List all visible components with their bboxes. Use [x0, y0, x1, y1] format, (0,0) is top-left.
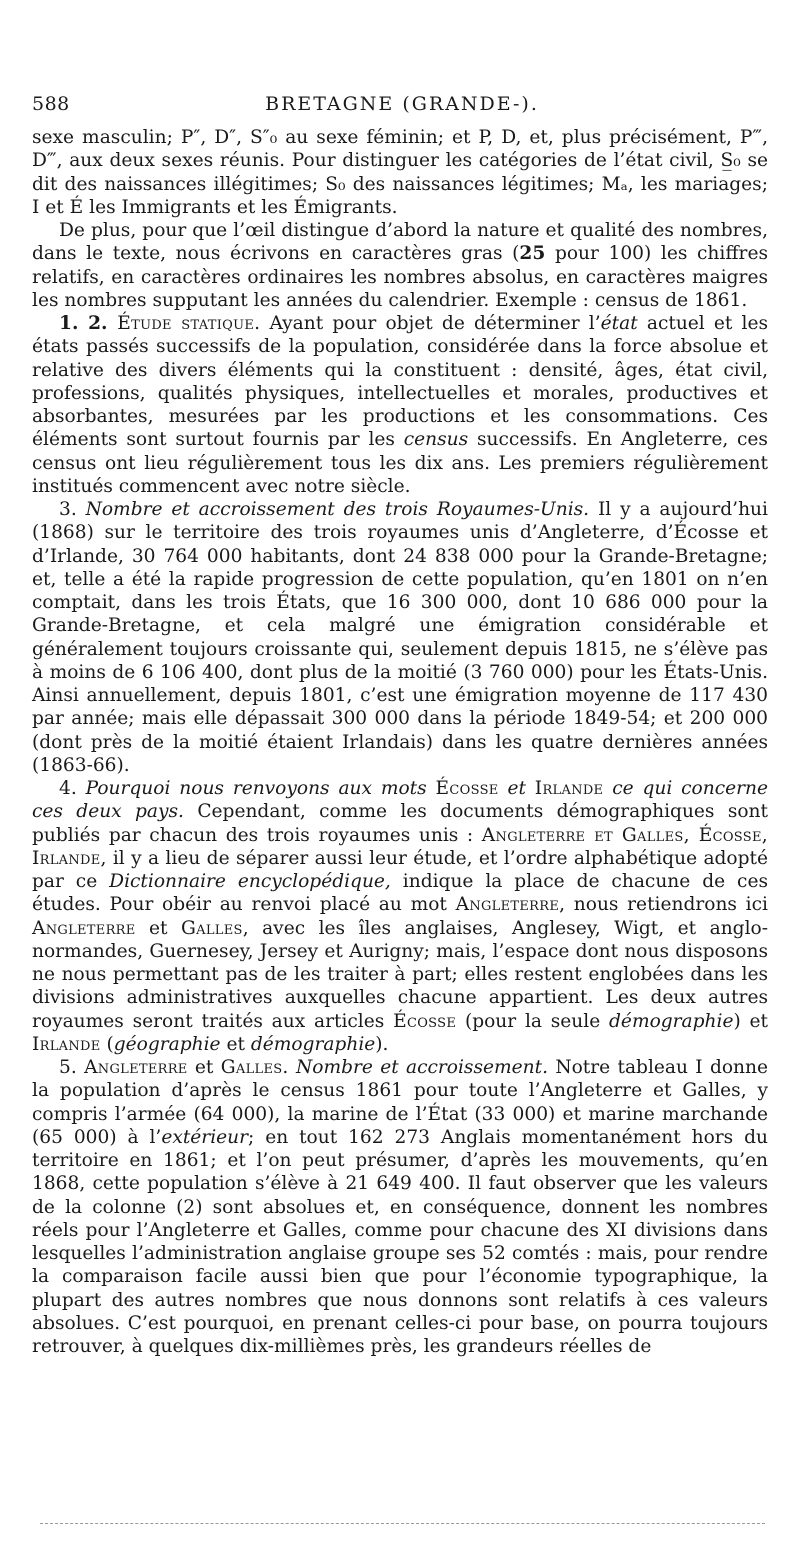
- paragraph-section-5-angleterre-galles: [32, 1056, 768, 1358]
- small-caps-run: Galles: [181, 917, 243, 939]
- small-caps-run: Angleterre et Galles, Écosse, Irlande: [32, 824, 768, 869]
- text-run: Ayant pour objet de déterminer l’: [260, 313, 601, 334]
- text-run: Notre tableau I donne la population d’après le census 1861 pour toute l’Angleterre et Galles, y compris l’armée (64 000), la marine de l’État (33 000) et marine marchande (65 000) à l’: [32, 1057, 768, 1148]
- body-text: [32, 126, 768, 1358]
- small-caps-run: Galles.: [220, 1057, 289, 1078]
- small-caps-run: Irlande: [534, 778, 604, 799]
- text-run: Cependant, comme les documents démographiques sont publiés par chacun des trois royaumes unis :: [32, 801, 769, 846]
- bold-run: 1. 2.: [59, 313, 118, 334]
- text-run: ; en tout 162 273 Anglais momentanément hors du territoire en 1861; et l’on peut présumer, d’après les mouvements, qu’en 1868, cette population s’élève à 21 649 400. Il faut observer que les valeurs de la colonne (2) sont absolues et, en conséquence, donnent les nombres réels pour l’Angleterre et Galles, comme pour chacune des XI divisions dans lesquelles l’administration anglaise groupe ses 52 comtés : mais, pour rendre la comparaison facile aussi bien que pour l’économie typographique, la plupart des autres nombres que nous donnons sont relatifs à ces valeurs absolues. C’est pourquoi, en prenant celles-ci pour base, on pourra toujours retrouver, à quelques dix-millièmes près, les grandeurs réelles de: [32, 1126, 768, 1357]
- text-run: 4.: [59, 778, 86, 799]
- small-caps-run: Écosse: [435, 778, 499, 799]
- text-run: sexe masculin; P″, D″, S″₀ au sexe féminin; et P, D, et, plus précisément, P‴, D‴, aux deux sexes réunis. Pour distinguer les catégories de l’état civil, S̲₀ se dit des naissances illégitimes; S₀ des naissances légitimes; Mₐ, les mariages; I et É les Immigrants et les Émigrants.: [32, 127, 768, 218]
- paragraph-section-3-nombre-accroissement: [32, 498, 768, 777]
- text-run: (: [100, 1033, 114, 1055]
- text-run: , il y a lieu de séparer aussi leur étude, et l’ordre alphabétique adopté par ce: [32, 847, 768, 892]
- italic-run: état: [600, 313, 638, 334]
- text-run: , nous retiendrons ici: [559, 894, 768, 916]
- italic-run: census: [403, 429, 469, 451]
- text-run: successifs. En Angleterre, ces census ont lieu régulièrement tous les dix ans. Les premiers régulièrement institués commencent avec notre siècle.: [32, 429, 768, 497]
- italic-run: Pourquoi nous renvoyons aux mots: [85, 778, 436, 799]
- text-run: 3.: [59, 499, 86, 520]
- text-run: ).: [375, 1033, 389, 1055]
- text-run: indique la place de chacune de ces études. Pour obéir au renvoi placé au mot: [32, 871, 768, 916]
- text-run: actuel et les états passés successifs de la population, considérée dans la force absolue et relative des divers éléments qui la constituent : densité, âges, état civil, professions, qualités physiques, intellectuelles et morales, productives et absorbantes, mesurées par les productions et les consommations. Ces éléments sont surtout fournis par les: [32, 313, 768, 451]
- italic-run: Dictionnaire encyclopédique,: [109, 871, 391, 892]
- text-run: , avec les îles anglaises, Anglesey, Wigt, et anglo-normandes, Guernesey, Jersey et Aurigny; mais, l’espace dont nous disposons ne nous permettant pas de les traiter à part; elles restent englobées dans les divisions administratives auxquelles chacune appartient. Les deux autres royaumes seront traités aux articles: [32, 917, 769, 1032]
- italic-run: géographie: [113, 1033, 221, 1055]
- page-header: [32, 93, 772, 123]
- paragraph-section-2-etude-statique: [32, 312, 768, 498]
- running-title: BRETAGNE (GRANDE-).: [265, 93, 539, 115]
- text-run: et: [220, 1033, 251, 1055]
- text-run: 5.: [59, 1057, 85, 1078]
- small-caps-run: Angleterre: [455, 894, 560, 916]
- paragraph-typography-convention: [32, 219, 768, 312]
- text-run: (pour la seule: [456, 1010, 610, 1032]
- paragraph-section-4-renvoi: [32, 777, 768, 1056]
- italic-run: démographie: [609, 1010, 734, 1032]
- italic-run: et: [498, 778, 535, 799]
- page-number: 588: [32, 93, 70, 115]
- bold-run: 25: [519, 243, 546, 265]
- text-run: Il y a aujourd’hui (1868) sur le territoire des trois royaumes unis d’Angleterre, d’Écosse et d’Irlande, 30 764 000 habitants, dont 24 838 000 pour la Grande-Bretagne; et, telle a été la rapide progression de cette population, qu’en 1801 on n’en comptait, dans les trois États, que 16 300 000, dont 10 686 000 pour la Grande-Bretagne, et cela malgré une émigration considérable et généralement toujours croissante qui, seulement depuis 1815, ne s’élève pas à moins de 6 106 400, dont plus de la moitié (3 760 000) pour les États-Unis. Ainsi annuellement, depuis 1801, c’est une émigration moyenne de 117 430 par année; mais elle dépassait 300 000 dans la période 1849-54; et 200 000 (dont près de la moitié étaient Irlandais) dans les quatre dernières années (1863-66).: [32, 499, 768, 776]
- small-caps-run: Étude statique.: [117, 313, 261, 334]
- small-caps-run: Angleterre: [84, 1057, 188, 1078]
- small-caps-run: Écosse: [393, 1010, 457, 1032]
- italic-run: ce qui concerne ces deux pays.: [32, 778, 769, 823]
- text-run: et: [135, 917, 181, 939]
- text-run: [289, 1057, 296, 1078]
- footer-rule: [40, 1523, 765, 1524]
- italic-run: Nombre et accroissement.: [295, 1057, 549, 1078]
- italic-run: extérieur: [161, 1126, 249, 1148]
- text-run: et: [187, 1057, 221, 1078]
- text-run: ) et: [733, 1010, 768, 1032]
- text-run: pour 100) les chiffres relatifs, en caractères ordinaires les nombres absolus, en caractères maigres les nombres supputant les années du calendrier. Exemple : census de 1861.: [32, 243, 768, 311]
- italic-run: Nombre et accroissement des trois Royaumes-Unis.: [85, 499, 590, 520]
- italic-run: démographie: [250, 1033, 376, 1055]
- paragraph-intro-notation: [32, 126, 768, 219]
- small-caps-run: Angleterre: [32, 917, 136, 939]
- text-run: De plus, pour que l’œil distingue d’abord la nature et qualité des nombres, dans le texte, nous écrivons en caractères gras (: [32, 220, 768, 265]
- small-caps-run: Irlande: [32, 1033, 101, 1055]
